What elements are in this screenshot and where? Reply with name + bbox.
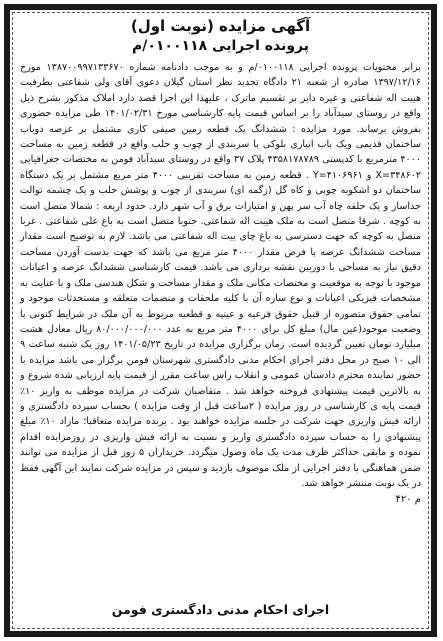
notice-title: آگهی مزایده (نوبت اول) — [130, 17, 311, 35]
notice-content — [20, 16, 421, 625]
issuer-signature: اجرای احکام مدنی دادگستری فومن — [111, 602, 330, 617]
notice-code: م ۴۲۰ — [395, 494, 421, 506]
notice-border-frame — [4, 4, 437, 637]
notice-body-text: برابر محتویات پرونده اجرایی ۰۱۰۰۱۱۸/م و به موجب دادنامه شماره ۱۳۸۷۰۰۹۹۷۱۳۳۶۷۰ مورخ ۱۳۹۷/۱۲/۱۶ صادره از شعبه ۲۱ دادگاه تجدید نظر استان گیلان دعوی آقای ولی شفاعتی بطرفیت هیبت اله شفاعتی و غیره دایر بر تقسیم ماترک ، علیهذا این اجرا قصد دارد املاک مذکور بشرح ذیل واقع در روستای سیدآباد را بر اساس قیمت پایه کارشناسی مورخ ۱۴۰۱/۰۲/۳۱ طی مزایده حضوری بفروش برساند. مورد مزایده : ششدانگ یک قطعه زمین صیفی کاری مشتمل بر عرصه دوباب ساختمان قدیمی ویک باب انباری بلوکی با سربندی از چوب و حلب واقع در قطعه زمین به مساحت ۴۰۰۰ مترمربع با کدپستی ۴۳۵۸۱۷۸۷۸۹ پلاک ۳۷ واقع در روستای سیدآباد فومن به مختصات جغرافیایی X=۳۴۸۶۰۲ و Y=۴۱۰۶۹۶۱ . قطعه زمین به مساحت تقریبی ۴۰۰۰ متر مربع مشتمل بر یک دستگاه ساختمان دو اشکوبه چوبی و کاه گل (زگمه ای) سربندی از چوب و پوشش حلب و یک چشمه توالت جداساز و یک حلقه چاه آب سر پهن و امتیازات برق و آب شهر دارد. حدود اربعه : شمالا متصل است به کوچه . شرقا متصل است به ملک هیبت اله شفاعتی. جنوبا متصل است به باغ علی شفاعتی . غربا متصل به کوچه که جهت دسترسی به باغ چای بیت اله شفاعتی می باشد. لازم به توضیح است مقدار مساحت ششدانگ عرصه با فرض مقدار ۴۰۰۰ متر مربع می باشد که جهت بدست آوردن مساحت دقیق نیاز به مساحی با دوربین نقشه برداری می باشد. قیمت کارشناسی ششدانگ عرصه و اعیانات موجود با توجه به موقعیت و مختصات مکانی ملک و مقدار مساحت و شکل هندسی ملک و با عنایت به مشخصات فیزیکی اعیانات و نوع سازه آن با کلیه ملحقات و منضمات متعلقه و مستحدثات موجود و تمامی حقوق متصوره از قبیل حقوق فرعیه و عینیه و قطعیه مربوط به آن ملک در شرایط کنونی با وضعیت موجود(عین مال) مبلغ کل برای ۴۰۰۰ متر مربع به عدد ۸۰/۰۰۰/۰۰۰/۰۰۰ ریال معادل هشت میلیارد تومان تعیین گردیده است. زمان برگزاری مزایده در تاریخ ۱۴۰۱/۰۵/۲۳ روز یک شنبه ساعت ۹ الی ۱۰ صبح در محل دفتر اجرای احکام مدنی دادگستری شهرستان فومن برگزار می باشد مزایده با حضور نماینده محترم دادستان عمومی و انقلاب راس ساعت مقرر از قیمت پایه ارزیابی شده شروع و به بالاترین قیمت پیشنهادی فروخته خواهد شد . متقاضیان شرکت در مزایده موظف به واریز ۱۰٪ قیمت پایه ی کارشناسی در روز مزایده ( ۲ساعت قبل از وقت مزایده ) بحساب سپرده دادگستری و ارائه فیش واریزی جهت شرکت در جلسه مزایده خواهند بود . برنده مزایده متعاقبا؛ مازاد ۱۰٪ مبلغ پیشنهادی را به حساب سپرده دادگستری واریز و نسبت به ارائه فیش واریزی در روزمزایده اقدام نموده و مابقی حداکثر ظرف مدت یک ماه وصول میگردد. خریداران ۵ روز قبل از مزایده می توانند ضمن هماهنگی با دفتر اجرایی از ملک موصوف بازدید و سپس در مزایده شرکت نمایند این آگهی فقط در یک نوبت منتشر خواهد شد. — [20, 62, 422, 489]
case-number: پرونده اجرایی ۰۱۰۰۱۱۸/م — [131, 38, 310, 54]
